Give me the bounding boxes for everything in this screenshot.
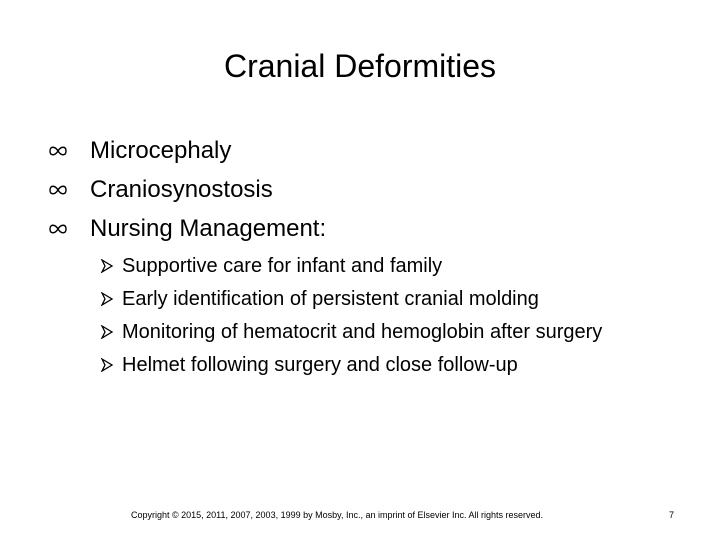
sub-bullet-text: Helmet following surgery and close follow-up — [122, 354, 518, 376]
arrow-bullet-icon — [100, 358, 114, 372]
slide-title: Cranial Deformities — [223, 48, 497, 84]
sub-bullet-text: Supportive care for infant and family — [122, 255, 443, 277]
sub-bullet-text: Early identification of persistent cranial molding — [122, 288, 539, 310]
bullet-text: Nursing Management: — [90, 215, 327, 242]
sub-bullet-item — [100, 320, 652, 344]
infinity-bullet-icon — [48, 223, 68, 235]
bullet-text: Microcephaly — [90, 137, 232, 164]
bullet-list — [48, 136, 326, 253]
sub-bullet-text: Monitoring of hematocrit and hemoglobin after surgery — [122, 321, 603, 343]
infinity-bullet-icon — [48, 184, 68, 196]
sub-bullet-item — [100, 254, 652, 278]
infinity-bullet-icon — [48, 145, 68, 157]
bullet-item — [48, 175, 326, 205]
bullet-item — [48, 136, 326, 166]
arrow-bullet-icon — [100, 259, 114, 273]
sub-bullet-item — [100, 353, 652, 377]
sub-bullet-list — [100, 254, 652, 386]
bullet-text: Craniosynostosis — [90, 176, 273, 203]
copyright-footer: Copyright © 2015, 2011, 2007, 2003, 1999 by Mosby, Inc., an imprint of Elsevier Inc. All rights reserved. — [131, 510, 544, 520]
arrow-bullet-icon — [100, 292, 114, 306]
arrow-bullet-icon — [100, 325, 114, 339]
page-number: 7 — [669, 510, 675, 520]
bullet-item — [48, 214, 326, 244]
sub-bullet-item — [100, 287, 652, 311]
